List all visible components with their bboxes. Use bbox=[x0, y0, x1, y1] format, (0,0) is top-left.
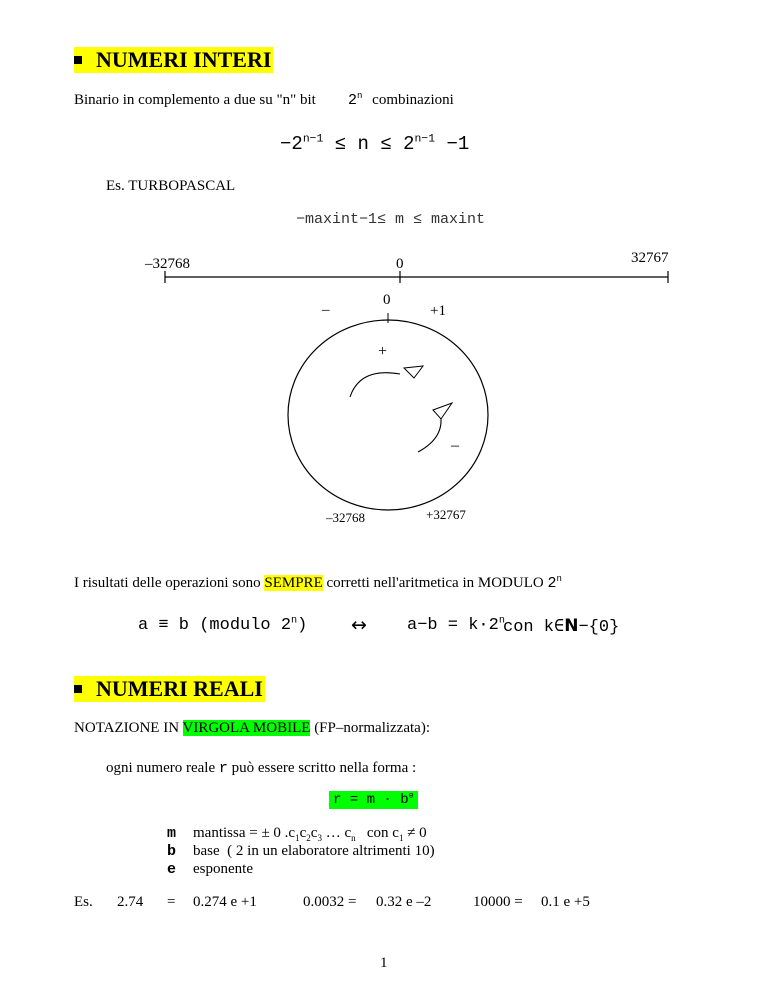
example-2-result: 0.32 e –2 bbox=[376, 894, 432, 910]
section-title-reals: NUMERI REALI bbox=[74, 676, 265, 702]
circle-bottom-right-label: +32767 bbox=[426, 507, 466, 522]
clockwise-arrowhead-icon bbox=[404, 366, 423, 378]
page-number: 1 bbox=[380, 955, 388, 971]
notation-line: NOTAZIONE IN VIRGOLA MOBILE (FP–normalizzata): bbox=[74, 720, 430, 736]
example-1-result: 0.274 e +1 bbox=[193, 894, 257, 910]
modular-circle bbox=[288, 320, 488, 510]
circle-bottom-left-label: –32768 bbox=[326, 510, 365, 525]
example-2-value: 0.0032 = bbox=[303, 894, 357, 910]
bullet-icon bbox=[74, 685, 82, 693]
example-1-equals: = bbox=[167, 894, 176, 910]
example-1-value: 2.74 bbox=[117, 894, 144, 910]
float-formula: $r = m \cdot b^e$ bbox=[329, 791, 418, 809]
congruence-formula-left: a ≡ b (modulo 2$^n$) bbox=[138, 615, 308, 635]
counterclockwise-arrowhead-icon bbox=[433, 403, 452, 419]
number-line-right-label: 32767 bbox=[631, 250, 669, 266]
counterclockwise-arrow-arc bbox=[418, 412, 441, 452]
number-line-left-label: –32768 bbox=[145, 256, 190, 272]
range-formula: $-2^{n-1} \le n \le 2^{n-1} -1$ bbox=[280, 133, 470, 155]
circle-zero-label: 0 bbox=[383, 292, 391, 308]
examples-label: Es. bbox=[74, 894, 93, 910]
every-real-line: ogni numero reale r può essere scritto nella forma : bbox=[106, 760, 417, 777]
congruence-formula-right: con k∈N−{0} bbox=[503, 616, 620, 637]
circle-plus-one-label: +1 bbox=[430, 303, 446, 319]
maxint-formula: −maxint−1≤ m ≤ maxint bbox=[296, 211, 486, 228]
definition-mantissa: m mantissa = ± 0 $.c_1c_2c_3$ … $c_n$ con $c_1 \ne 0$ bbox=[167, 825, 427, 843]
example-label: Es. TURBOPASCAL bbox=[106, 178, 236, 194]
combinations-text: 2$^n$ combinazioni bbox=[348, 91, 454, 109]
circle-minus-inside-label: – bbox=[451, 437, 459, 454]
example-3-result: 0.1 e +5 bbox=[541, 894, 590, 910]
section-title-integers: NUMERI INTERI bbox=[74, 47, 273, 73]
circle-plus-inside-label: + bbox=[378, 343, 388, 360]
equivalence-arrow-icon: ↔ bbox=[351, 614, 367, 636]
definition-base: b base ( 2 in un elaboratore altrimenti 10) bbox=[167, 843, 435, 860]
definition-exponent: e esponente bbox=[167, 861, 253, 878]
number-line-center-label: 0 bbox=[396, 256, 404, 272]
binary-description: Binario in complemento a due su "n" bit bbox=[74, 92, 316, 108]
results-sentence: I risultati delle operazioni sono SEMPRE corretti nell'aritmetica in MODULO 2$^n$ bbox=[74, 574, 562, 592]
example-3-value: 10000 = bbox=[473, 894, 523, 910]
clockwise-arrow-arc bbox=[350, 373, 400, 397]
congruence-formula-middle: $a-b = k\cdot 2^n$ bbox=[407, 615, 505, 635]
circle-minus-left-label: – bbox=[322, 302, 330, 318]
